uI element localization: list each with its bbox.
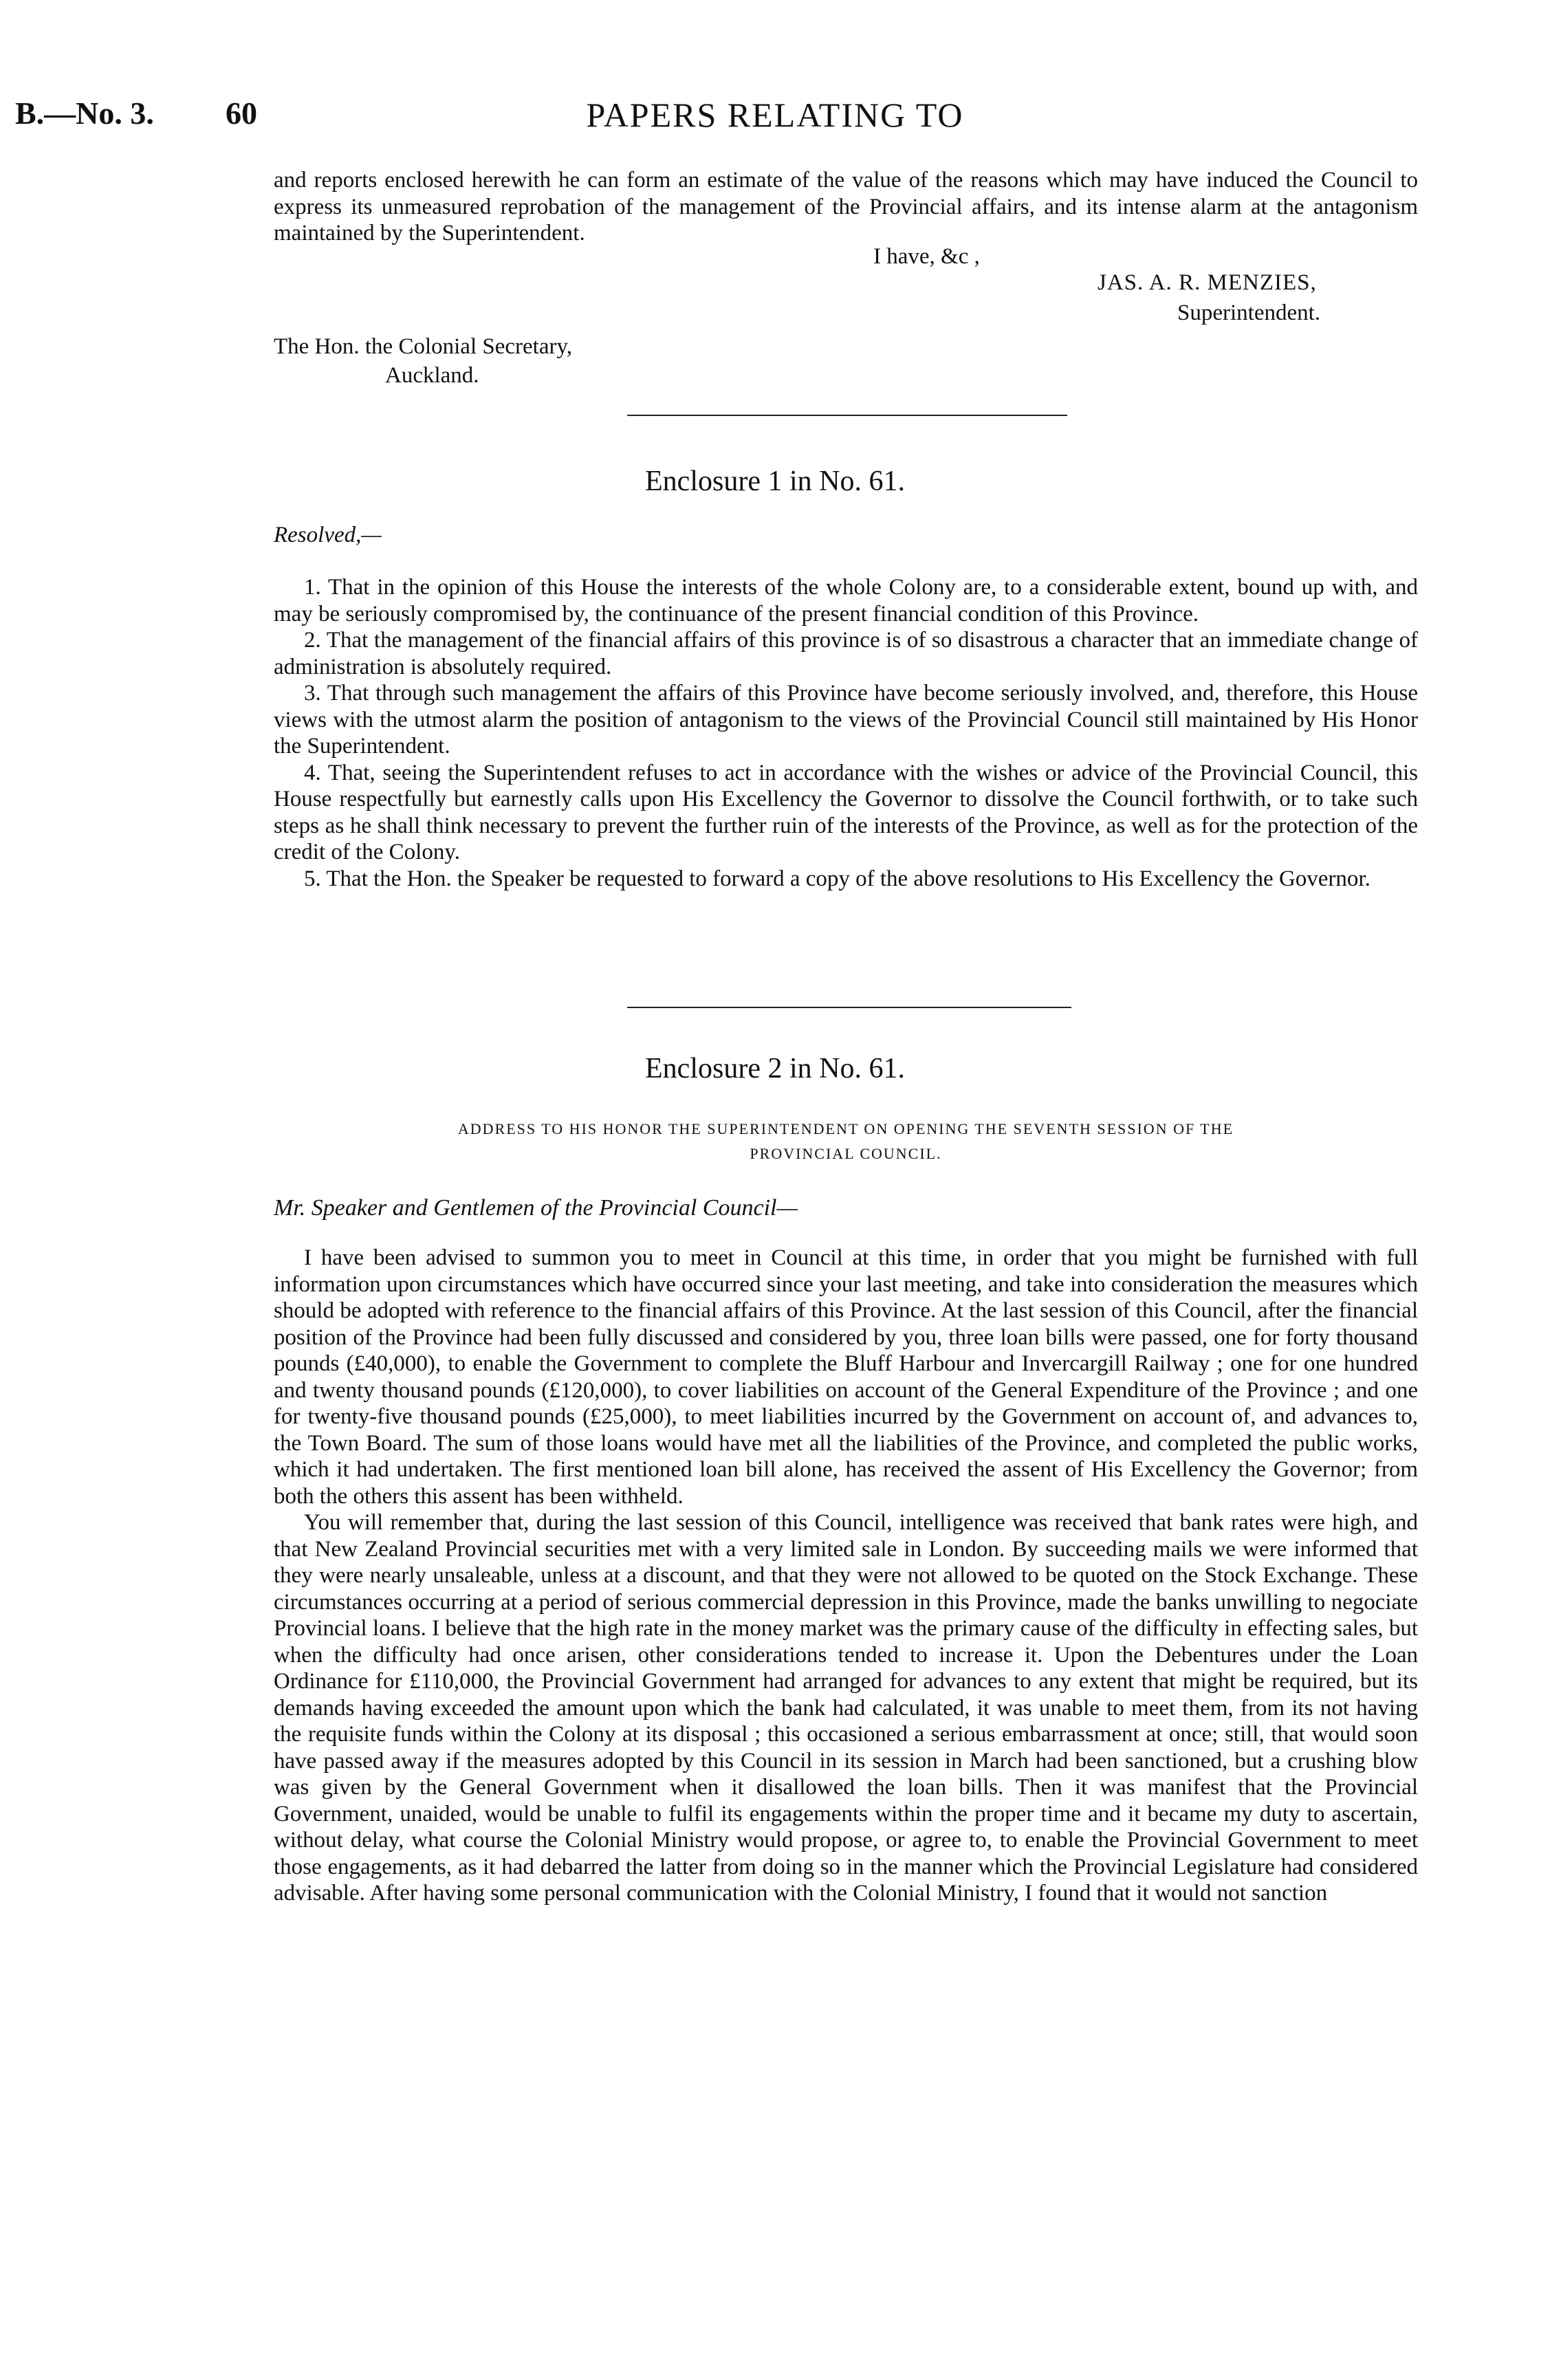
section-divider bbox=[627, 1007, 1071, 1008]
resolution-item: 3. That through such management the affairs of this Province have become seriously involved, and, therefore, this House views with the utmost alarm the position of antagonism to the views of the Provincial Council still maintained by His Honor the Superintendent. bbox=[274, 681, 1418, 758]
resolved-label: Resolved,— bbox=[274, 523, 382, 547]
letter-body bbox=[274, 167, 1418, 247]
running-title: PAPERS RELATING TO bbox=[586, 96, 964, 134]
address-paragraph: You will remember that, during the last session of this Council, intelligence was received that bank rates were high, and that New Zealand Provincial securities met with a very limited sale in London. By succeeding mails we were informed that they were nearly unsaleable, unless at a discount, and that they were not allowed to be quoted on the Stock Exchange. These circumstances occurring at a period of serious commercial depression in this Province, made the banks unwilling to negociate Provincial loans. I believe that the high rate in the money market was the primary cause of the difficulty in effecting sales, but when the difficulty had once arisen, other considerations tended to increase it. Upon the Debentures under the Loan Ordinance for £110,000, the Provincial Government had arranged for advances to any extent that might be required, but its demands having exceeded the amount upon which the bank had calculated, it was unable to meet them, from its not having the requisite funds within the Colony at its disposal ; this occasioned a serious embarrassment at once; still, that would soon have passed away if the measures adopted by this Council in its session in March had been sanctioned, but a crushing blow was given by the General Government when it disallowed the loan bills. Then it was manifest that the Provincial Government, unaided, would be unable to fulfil its engagements within the proper time and it became my duty to ascertain, without delay, what course the Colonial Ministry would propose, or agree to, to enable the Provincial Government to meet those engagements, as it had debarred the latter from doing so in the manner which the Provincial Legislature had considered advisable. After having some personal communication with the Colonial Ministry, I found that it would not sanction bbox=[274, 1510, 1418, 1906]
paper-reference: B.—No. 3. bbox=[15, 96, 154, 131]
address-body bbox=[274, 1245, 1418, 1907]
section-divider bbox=[627, 415, 1067, 416]
resolutions-list bbox=[274, 574, 1418, 892]
enclosure2-heading: Enclosure 2 in No. 61. bbox=[645, 1053, 905, 1084]
salutation: Mr. Speaker and Gentlemen of the Provincial Council— bbox=[274, 1195, 798, 1221]
page-number: 60 bbox=[226, 96, 257, 131]
addressee-line2: Auckland. bbox=[385, 363, 479, 388]
address-paragraph: I have been advised to summon you to meet in Council at this time, in order that you might be furnished with full information upon circumstances which have occurred since your last meeting, and take into consideration the measures which should be adopted with reference to the financial affairs of this Province. At the last session of this Council, after the financial position of the Province had been fully discussed and considered by you, three loan bills were passed, one for forty thousand pounds (£40,000), to enable the Government to complete the Bluff Harbour and Invercargill Railway ; one for one hundred and twenty thousand pounds (£120,000), to cover liabilities on account of the General Expenditure of the Province ; and one for twenty-five thousand pounds (£25,000), to meet liabilities incurred by the Government on account of, and advances to, the Town Board. The sum of those loans would have met all the liabilities of the Province, and completed the public works, which it had undertaken. The first mentioned loan bill alone, has received the assent of His Excellency the Governor; from both the others this assent has been withheld. bbox=[274, 1245, 1418, 1509]
resolution-item: 1. That in the opinion of this House the interests of the whole Colony are, to a considerable extent, bound up with, and may be seriously compromised by, the continuance of the present financial condition of this Province. bbox=[274, 575, 1418, 626]
resolution-item: 4. That, seeing the Superintendent refuses to act in accordance with the wishes or advice of the Provincial Council, this House respectfully but earnestly calls upon His Excellency the Governor to dissolve the Council forthwith, or to take such steps as he shall think necessary to prevent the further ruin of the interests of the Province, as well as for the protection of the credit of the Colony. bbox=[274, 760, 1418, 864]
page-header bbox=[0, 95, 1550, 143]
signature-title: Superintendent. bbox=[1177, 301, 1321, 325]
enclosure1-heading: Enclosure 1 in No. 61. bbox=[645, 466, 905, 497]
addressee-line1: The Hon. the Colonial Secretary, bbox=[274, 334, 573, 359]
address-subheading-line2: PROVINCIAL COUNCIL. bbox=[750, 1145, 942, 1162]
letter-paragraph: and reports enclosed herewith he can form an estimate of the value of the reasons which may have induced the Council to express its unmeasured reprobation of the management of the Provincial affairs, and its intense alarm at the antagonism maintained by the Superintendent. bbox=[274, 168, 1418, 245]
address-subheading bbox=[274, 1117, 1418, 1166]
resolution-item: 2. That the management of the financial affairs of this province is of so disastrous a character that an immediate change of administration is absolutely required. bbox=[274, 628, 1418, 679]
signature-name: JAS. A. R. MENZIES, bbox=[1098, 270, 1317, 295]
address-subheading-line1: ADDRESS TO HIS HONOR THE SUPERINTENDENT ON OPENING THE SEVENTH SESSION OF THE bbox=[457, 1120, 1234, 1137]
letter-closing: I have, &c , bbox=[873, 244, 980, 269]
resolution-item: 5. That the Hon. the Speaker be requested to forward a copy of the above resolutions to His Excellency the Governor. bbox=[304, 866, 1371, 891]
